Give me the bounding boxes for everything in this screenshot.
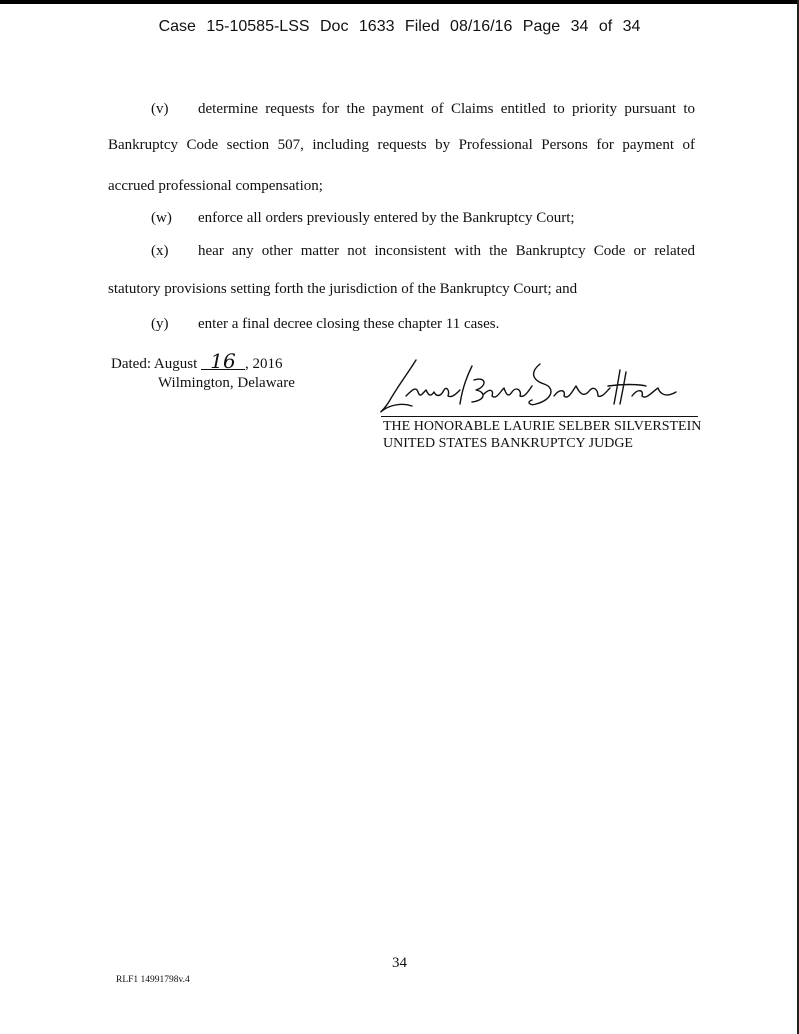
- judge-block: [383, 418, 701, 452]
- item-w-line: [151, 210, 695, 227]
- judge-name: THE HONORABLE LAURIE SELBER SILVERSTEIN: [383, 419, 702, 434]
- item-text-v: determine requests for the payment of Claims entitled to priority pursuant to: [198, 101, 695, 117]
- item-text-w: enforce all orders previously entered by the Bankruptcy Court;: [198, 210, 575, 226]
- case-header: Case 15-10585-LSS Doc 1633 Filed 08/16/16 Page 34 of 34: [158, 18, 641, 35]
- document-id: RLF1 14991798v.4: [116, 975, 190, 985]
- item-marker-y: (y): [151, 316, 169, 332]
- judge-title: UNITED STATES BANKRUPTCY JUDGE: [383, 436, 633, 451]
- dated-place: Wilmington, Delaware: [158, 375, 295, 391]
- item-marker-v: (v): [151, 101, 169, 117]
- handwritten-day: 16: [201, 353, 245, 370]
- item-v-line-1: [151, 101, 695, 118]
- scan-top-edge: [0, 0, 799, 4]
- dated-label: Dated: August: [111, 356, 198, 372]
- signature-line: [381, 416, 698, 417]
- dated-line: [111, 349, 295, 374]
- page-number: 34: [392, 955, 407, 971]
- dated-block: [111, 349, 295, 393]
- item-v-line-3: accrued professional compensation;: [108, 178, 323, 194]
- judge-signature: [376, 356, 696, 418]
- item-text-x: hear any other matter not inconsistent with the Bankruptcy Code or related: [198, 243, 695, 259]
- item-x-line-2: statutory provisions setting forth the jurisdiction of the Bankruptcy Court; and: [108, 281, 578, 297]
- item-y-line: [151, 316, 695, 333]
- item-x-line-1: [151, 243, 695, 260]
- item-v-line-2: Bankruptcy Code section 507, including requests by Professional Persons for payment of: [108, 137, 695, 153]
- dated-year: , 2016: [245, 356, 283, 372]
- item-marker-w: (w): [151, 210, 172, 226]
- item-marker-x: (x): [151, 243, 169, 259]
- item-text-y: enter a final decree closing these chapter 11 cases.: [198, 316, 500, 332]
